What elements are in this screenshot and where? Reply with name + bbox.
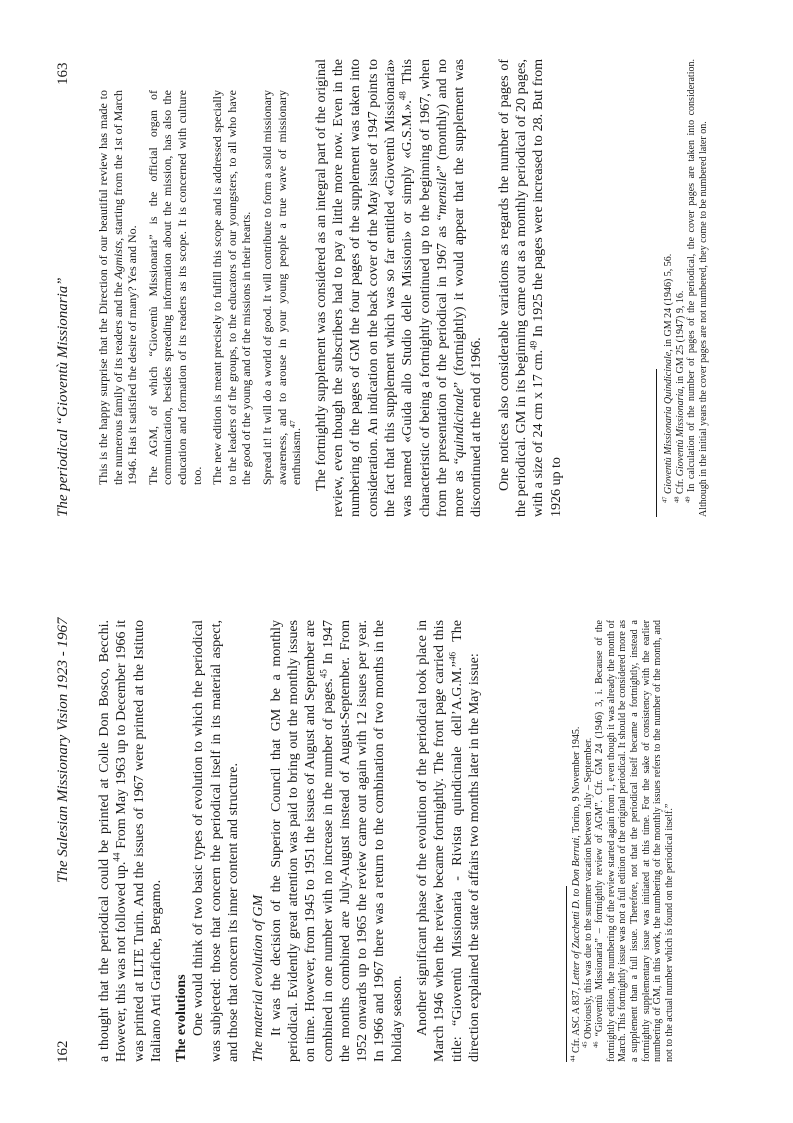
subsection-heading: The material evolution of GM — [251, 894, 267, 1062]
section-heading: The evolutions — [174, 974, 190, 1062]
running-title: The periodical “Gioventù Missionaria” — [55, 277, 71, 517]
footnote: $^{46}$ “Gioventù Missionaria” – fortnightly review of AGM”. Cfr. GM 24 (1946) 3, i. Because of the fortnightly edition, the numbering of the review started again from 1, even though it was already the month of March. This fortnightly issue was not a full edition of the original periodical. It should be considered more as a supplement than a full issue. Therefore, not that the periodical itself became a fortnightly, instead a fortnightly supplementary issue was initiated at this time. For the sake of consistency with the earlier numbering of GM, in this work, the numbering of the monthly issues refers to the number of the month, and not to the actual number which is found on the periodical itself.” — [592, 620, 675, 1062]
running-title: The Salesian Missionary Vision 1923 - 1967 — [55, 617, 71, 883]
footnote: $^{45}$ Obviously, this was due to the summer vacation between July – September. — [581, 737, 594, 1048]
block-quote — [96, 90, 304, 485]
quote-paragraph: Spread it! It will do a world of good. It will contribute to form a solid missionary awareness, and to arouse in your young people a true wave of missionary enthusiasm.$^{47}$ — [259, 90, 304, 485]
quote-paragraph: This is the happy surprise that the Direction of our beautiful review has made to the numerous family of its readers and the Agmists, starting from the 1st of March 1946. Has it satisfied the desire of many? Yes and No. — [96, 90, 140, 485]
quote-paragraph: The new edition is meant precisely to fulfill this scope and is addressed specially to the leaders of the groups, to the educators of our youngsters, to all who have the good of the young and of the missions in their hearts. — [210, 90, 254, 485]
paragraph: One would think of two basic types of evolution to which the periodical was subjected: those that concern the periodical itself in its material aspect, and those that concern its inner content and structure. — [191, 620, 242, 1062]
footnote-rule — [656, 369, 657, 517]
right-footnotes — [663, 59, 709, 517]
page-number: 162 — [55, 1040, 71, 1063]
quote-paragraph: The AGM, of which “Gioventù Missionaria” is the official organ of communication, besides spreading information about the mission, has also the education and formation of its readers as its scope. It is concerned with culture too. — [145, 90, 204, 485]
footnote: $^{48}$ Cfr. Gioventù Missionaria, in GM 25 (1947) 9, 16. — [673, 290, 686, 503]
footnote: $^{49}$ In calculation of the number of pages of the periodical, the cover pages are taken into consideration. Although in the initial years the cover pages are not numbered, they come to be numbered later on. — [684, 59, 709, 517]
paragraph: a thought that the periodical could be printed at Colle Don Bosco, Becchi. However, this was not followed up.$^{44}$ From May 1963 up to December 1966 it was printed at ILTE Turin. And the issues of 1967 were printed at the Istituto Italiano Arti Grafiche, Bergamo. — [97, 619, 164, 1062]
footnote: $^{44}$ Cfr. ASC A 837, Letter of Zucchetti D. to Don Berruti, Torino, 9 November 1945. — [569, 726, 582, 1062]
paragraph: It was the decision of the Superior Council that GM be a monthly periodical. Evidently great attention was paid to bring out the monthly issues on time. However, from 1945 to 1951 the issues of August and September are combined in one number with no increase in the number of pages.$^{45}$ In 1947 the months combined are July-August instead of August-September. From 1952 onwards up to 1965 the review came out again with 12 issues per year. In 1966 and 1967 there was a return to the combination of two months in the holiday season. — [268, 620, 405, 1062]
left-page-body — [96, 620, 483, 1062]
footnote-rule — [566, 886, 567, 1062]
right-page — [0, 0, 793, 561]
paragraph: Another significant phase of the evolution of the periodical took place in March 1946 when the review became fortnightly. The front page carried this title: “Gioventù Missionaria - Rivista quindicinale dell’A.G.M.”$^{46}$ The direction explained the state of affairs two months later in the May issue: — [415, 620, 482, 1062]
right-page-body — [96, 59, 565, 517]
left-page — [0, 561, 793, 1123]
footnote: $^{47}$ Gioventù Missionaria Quindicinale, in GM 24 (1946) 5, 56. — [661, 253, 674, 503]
page-number: 163 — [55, 62, 71, 85]
left-footnotes — [571, 620, 675, 1062]
paragraph: One notices also considerable variations as regards the number of pages of the periodical. GM in its beginning came out as a monthly periodical of 20 pages, with a size of 24 cm x 17 cm.$^{49}$ In 1925 the pages were increased to 28. But from 1926 up to — [496, 59, 564, 517]
paragraph: The fortnightly supplement was considered as an integral part of the original review, even though the subscribers had to pay a little more now. Even in the numbering of the pages of GM the four pages of the supplement was taken into consideration. An indication on the back cover of the May issue of 1947 points to the fact that this supplement which was so far entitled «Gioventù Missionaria» was named «Guida allo Studio delle Missioni» or simply «G.S.M.».$^{48}$ This characteristic of being a fortnightly continued up to the beginning of 1967, when from the presentation of the periodical in 1967 as “mensile” (monthly) and no more as “quindicinale” (fortnightly) it would appear that the supplement was discontinued at the end of 1966. — [313, 59, 485, 517]
